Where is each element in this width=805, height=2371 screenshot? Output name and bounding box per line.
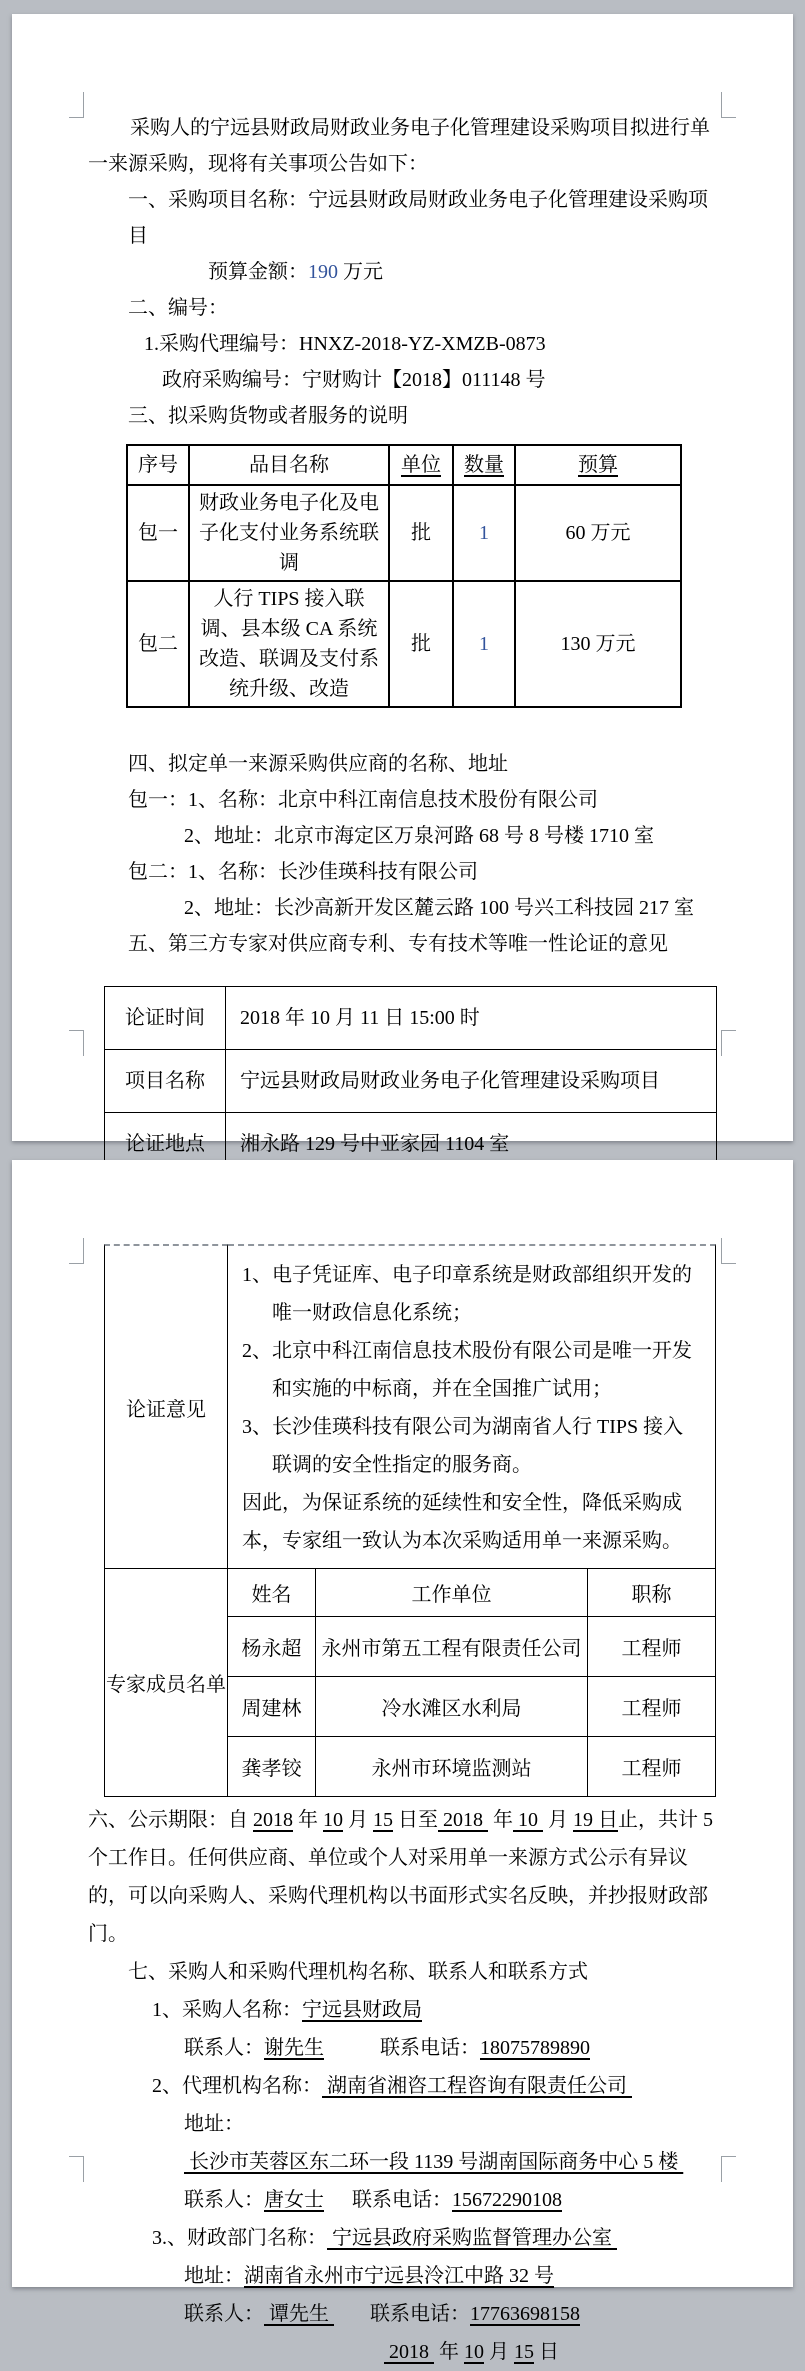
section-7-title: 七、采购人和采购代理机构名称、联系人和联系方式 <box>128 1961 588 1983</box>
section-4-title: 四、拟定单一来源采购供应商的名称、地址 <box>128 753 508 775</box>
budget-unit: 万元 <box>338 261 383 283</box>
supplier-line: 包一：1、名称：北京中科江南信息技术股份有限公司 <box>128 789 598 811</box>
buyer-contact-line: 联系人：谢先生 联系电话：18075789890 <box>184 2037 590 2059</box>
opinion-label: 论证意见 <box>104 1244 228 1569</box>
col-header-item: 品目名称 <box>189 445 389 485</box>
table-row: 周建林 冷水滩区水利局 工程师 <box>104 1677 716 1737</box>
page-2 <box>12 1160 793 2363</box>
finance-name-line: 3.、财政部门名称： 宁远县政府采购监督管理办公室 <box>152 2227 617 2249</box>
col-header-title: 职称 <box>588 1569 716 1617</box>
col-header-budget: 预算 <box>515 445 681 485</box>
budget-label: 预算金额： <box>208 261 308 283</box>
table-row <box>104 1244 716 1569</box>
section-5-title: 五、第三方专家对供应商专利、专有技术等唯一性论证的意见 <box>128 933 668 955</box>
table-row: 龚孝铰 永州市环境监测站 工程师 <box>104 1737 716 1797</box>
finance-contact-line: 联系人： 谭先生 联系电话：17763698158 <box>184 2303 580 2325</box>
opinion-content: 1、电子凭证库、电子印章系统是财政部组织开发的唯一财政信息化系统； 2、北京中科江南信息技术股份有限公司是唯一开发和实施的中标商，并在全国推广试用； 3、长沙佳瑛科技有限公司为湖南省人行 TIPS 接入联调的安全性指定的服务商。 因此，为保证系统的延续性和安全性，降低采购成本，专家组一致认为本次采购适用单一来源采购。 <box>228 1244 716 1569</box>
budget-value: 190 <box>308 261 338 283</box>
finance-address-line: 地址：湖南省永州市宁远县泠江中路 32 号 <box>184 2265 554 2287</box>
date-line: 2018 年 10 月 15 日 <box>384 2341 559 2363</box>
table-row: 项目名称 宁远县财政局财政业务电子化管理建设采购项目 <box>105 1050 717 1113</box>
gov-code-line: 政府采购编号：宁财购计【2018】011148 号 <box>162 369 546 391</box>
supplier-line: 2、地址：长沙高新开发区麓云路 100 号兴工科技园 217 室 <box>184 897 694 919</box>
section-3-title: 三、拟采购货物或者服务的说明 <box>128 405 408 427</box>
col-header-seq: 序号 <box>127 445 189 485</box>
table-row: 论证地点 湘永路 129 号中亚家园 1104 室 <box>105 1113 717 1176</box>
section-2-title: 二、编号： <box>128 297 228 319</box>
col-header-unit: 单位 <box>389 445 453 485</box>
table-row <box>104 1569 716 1617</box>
section-1-title: 一、采购项目名称：宁远县财政局财政业务电子化管理建设采购项目 <box>128 189 708 247</box>
budget-line <box>88 254 717 290</box>
agency-contact-line: 联系人：唐女士 联系电话：15672290108 <box>184 2189 562 2211</box>
table-row: 包一 财政业务电子化及电子化支付业务系统联调 批 1 60 万元 <box>127 485 681 581</box>
buyer-name-line: 1、采购人名称：宁远县财政局 <box>152 1999 422 2021</box>
experts-label: 专家成员名单 <box>104 1569 228 1797</box>
agency-address-line: 地址： 长沙市芙蓉区东二环一段 1139 号湖南国际商务中心 5 楼 <box>184 2113 684 2173</box>
review-meta-table <box>104 986 717 1176</box>
supplier-line: 2、地址：北京市海定区万泉河路 68 号 8 号楼 1710 室 <box>184 825 654 847</box>
table-row: 包二 人行 TIPS 接入联调、县本级 CA 系统改造、联调及支付系统升级、改造 批 1 130 万元 <box>127 581 681 707</box>
expert-opinion-table <box>104 1244 716 1797</box>
agency-code-line: 1.采购代理编号：HNXZ-2018-YZ-XMZB-0873 <box>144 333 546 355</box>
table-row: 论证时间 2018 年 10 月 11 日 15:00 时 <box>105 987 717 1050</box>
page-1 <box>12 14 793 1155</box>
section-6-paragraph: 六、公示期限：自 2018 年 10 月 15 日至 2018 年 10 月 19 日止，共计 5 个工作日。任何供应商、单位或个人对采用单一来源方式公示有异议的，可以向采购人、采购代理机构以书面形式实名反映，并抄报财政部门。 <box>88 1809 713 1945</box>
opinion-conclusion: 因此，为保证系统的延续性和安全性，降低采购成本，专家组一致认为本次采购适用单一来源采购。 <box>242 1492 682 1552</box>
col-header-qty: 数量 <box>453 445 515 485</box>
col-header-org: 工作单位 <box>316 1569 588 1617</box>
supplier-line: 包二：1、名称：长沙佳瑛科技有限公司 <box>128 861 478 883</box>
procurement-items-table <box>126 444 682 708</box>
table-row: 杨永超 永州市第五工程有限责任公司 工程师 <box>104 1617 716 1677</box>
agency-name-line: 2、代理机构名称： 湖南省湘咨工程咨询有限责任公司 <box>152 2075 632 2097</box>
intro-paragraph: 采购人的宁远县财政局财政业务电子化管理建设采购项目拟进行单一来源采购，现将有关事项公告如下： <box>88 117 710 175</box>
col-header-name: 姓名 <box>228 1569 316 1617</box>
